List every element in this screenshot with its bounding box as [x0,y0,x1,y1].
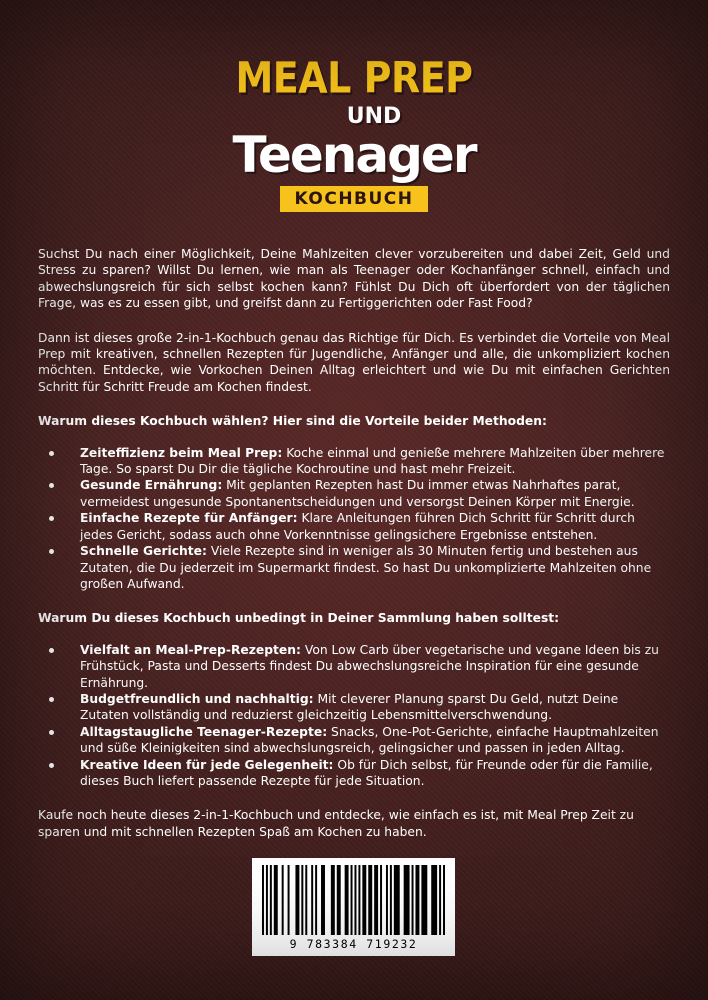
intro-paragraph-1: Suchst Du nach einer Möglichkeit, Deine Mahlzeiten clever vorzubereiten und dabei Zeit, Geld und Stress zu sparen? Willst Du lernen, wie man als Teenager oder Kochanfänger schnell, einfach und abwechslungsreich für sich selbst kochen kann? Fühlst Du Dich oft überfordert von der täglichen Frage, was es zu essen gibt, und greifst dann zu Fertiggerichten oder Fast Food? [38,247,670,311]
list-item: Budgetfreundlich und nachhaltig: Mit cleverer Planung sparst Du Geld, nutzt Deine Zutaten vollständig und reduzierst gleichzeitig Lebensmittelverschwendung. [38,691,670,724]
barcode-bar [345,865,349,935]
list-item: Vielfalt an Meal-Prep-Rezepten: Von Low Carb über vegetarische und vegane Ideen bis zu Frühstück, Pasta und Desserts findest Du abwechslungsreiche Inspiration für eine gesunde Ernährung. [38,642,670,691]
barcode-bar [288,865,290,935]
barcode-bar [439,865,441,935]
barcode-bar [368,865,372,935]
barcode-bar [351,865,353,935]
barcode-bar [404,865,410,935]
barcode-bar [443,865,445,935]
section-1-heading: Warum dieses Kochbuch wählen? Hier sind die Vorteile beider Methoden: [38,414,547,429]
blurb [38,246,670,858]
barcode-bar [421,865,427,935]
barcode-bar [331,865,335,935]
list-item: Einfache Rezepte für Anfänger: Klare Anleitungen führen Dich Schritt für Schritt durch jedes Gericht, sodass auch ohne Vorkenntnisse gelingsichere Ergebnisse entstehen. [38,510,670,543]
section-2-heading: Warum Du dieses Kochbuch unbedingt in Deiner Sammlung haben solltest: [38,611,560,626]
barcode-bar [262,865,264,935]
barcode-bar [354,865,356,935]
barcode-bar [315,865,317,935]
barcode-bar [295,865,299,935]
section-2-list [38,642,670,790]
barcode-bar [358,865,360,935]
closing-paragraph: Kaufe noch heute dieses 2-in-1-Kochbuch und entdecke, wie einfach es ist, mit Meal Prep Zeit zu sparen und mit schnellen Rezepten Spaß am Kochen zu haben. [38,808,634,839]
list-item: Gesunde Ernährung: Mit geplanten Rezepten hast Du immer etwas Nahrhaftes parat, vermeidest ungesunde Spontanentscheidungen und versorgst Deinen Körper mit Energie. [38,477,670,510]
barcode-bar [362,865,366,935]
barcode-bar [431,865,437,935]
barcode-bar [337,865,341,935]
barcode-bar [274,865,278,935]
barcode-bar [390,865,392,935]
barcode-bar [380,865,382,935]
title-meal-prep: MEAL PREP [235,53,473,103]
title-teenager: Teenager [232,126,476,184]
list-item: Kreative Ideen für jede Gelegenheit: Ob für Dich selbst, für Freunde oder für die Familie, dieses Buch liefert passende Rezepte für jede Situation. [38,757,670,790]
barcode-bar [374,865,378,935]
title-kochbuch-badge: KOCHBUCH [280,186,427,212]
barcode-bar [301,865,303,935]
barcode-bar [311,865,313,935]
barcode-bar [282,865,284,935]
barcode-bar [386,865,388,935]
barcode-bar [321,865,325,935]
barcode-bar [270,865,272,935]
barcode [262,865,445,935]
barcode-bar [394,865,400,935]
intro-paragraph-2: Dann ist dieses große 2-in-1-Kochbuch genau das Richtige für Dich. Es verbindet die Vorteile von Meal Prep mit kreativen, schnellen Rezepten für Jugendliche, Anfänger und alle, die unkompliziert kochen möchten. Entdecke, wie Vorkochen Deinen Alltag erleichtert und wie Du mit einfachen Gerichten Schritt für Schritt Freude am Kochen findest. [38,330,670,394]
barcode-label [252,858,455,956]
title-und: UND [346,104,402,129]
list-item: Alltagstaugliche Teenager-Rezepte: Snacks, One-Pot-Gerichte, einfache Hauptmahlzeiten und süße Kleinigkeiten sind abwechslungsreich, gelingsicher und passen in jeden Alltag. [38,724,670,757]
barcode-bar [412,865,414,935]
barcode-bar [415,865,419,935]
barcode-bar [266,865,268,935]
section-1-list [38,445,670,593]
isbn-number: 9 783384 719232 [289,937,418,951]
list-item: Zeiteffizienz beim Meal Prep: Koche einmal und genieße mehrere Mahlzeiten über mehrere Tage. So sparst Du Dir die tägliche Kochroutine und hast mehr Freizeit. [38,445,670,478]
title-logo [0,53,708,212]
barcode-bar [305,865,307,935]
list-item: Schnelle Gerichte: Viele Rezepte sind in weniger als 30 Minuten fertig und bestehen aus Zutaten, die Du jederzeit im Supermarkt findest. So hast Du unkomplizierte Mahlzeiten ohne großen Aufwand. [38,543,670,592]
